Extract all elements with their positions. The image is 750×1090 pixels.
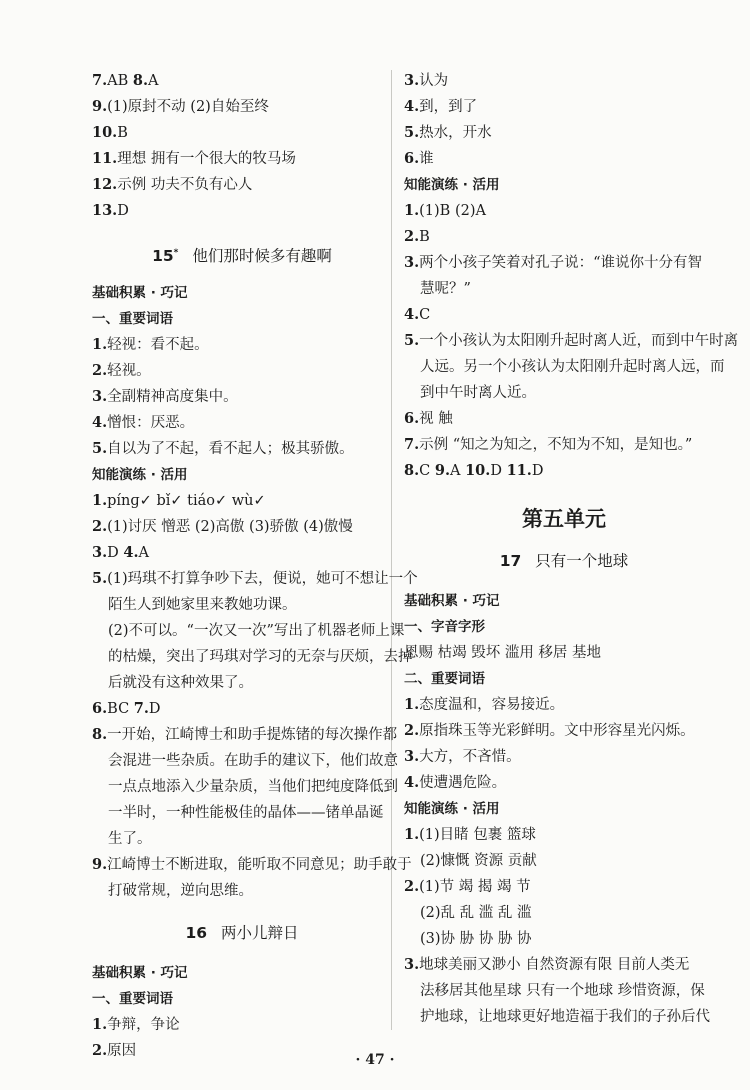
answer-line: 1.争辩，争论	[92, 1016, 180, 1033]
answer-line: 一半时，一种性能极佳的晶体——锗单晶诞	[108, 805, 384, 821]
lesson-17-title: 17 只有一个地球	[499, 552, 629, 570]
answer-line: 一点点地添入少量杂质，当他们把纯度降低到	[108, 779, 398, 795]
answer-line: 2.B	[404, 228, 430, 245]
answer-line: 3.全副精神高度集中。	[92, 388, 238, 405]
answer-line: 10.B	[92, 124, 128, 141]
answer-line: 5.自以为了不起，看不起人；极其骄傲。	[92, 440, 354, 457]
answer-line: 恩赐 枯竭 毁坏 滥用 移居 基地	[404, 645, 602, 661]
answer-line: 1.态度温和，容易接近。	[404, 696, 565, 713]
answer-line: 2.原指珠玉等光彩鲜明。文中形容星光闪烁。	[404, 722, 695, 739]
answer-line: 1.pínɡ✓ bǐ✓ tiáo✓ wù✓	[92, 492, 266, 509]
answer-line: 6.视 触	[404, 410, 453, 427]
answer-line: 9.江崎博士不断进取，能听取不同意见；助手敢于	[92, 856, 412, 873]
section-heading: 基础积累 · 巧记	[92, 965, 188, 981]
subsection-heading: 一、字音字形	[404, 619, 485, 635]
subsection-heading: 一、重要词语	[92, 991, 173, 1007]
answer-line: 4.到，到了	[404, 98, 478, 115]
answer-line: 1.轻视：看不起。	[92, 336, 209, 353]
lesson-15-title: 15* 他们那时候多有趣啊	[152, 247, 332, 266]
section-heading: 知能演练 · 活用	[404, 177, 500, 193]
answer-line: (3)协 胁 协 胁 协	[420, 931, 532, 947]
answer-line: 3.地球美丽又渺小 自然资源有限 目前人类无	[404, 956, 690, 973]
answer-line: (2)乱 乱 滥 乱 滥	[420, 905, 532, 921]
answer-line: 5.热水，开水	[404, 124, 492, 141]
section-heading: 知能演练 · 活用	[92, 467, 188, 483]
answer-line: 12.示例 功夫不负有心人	[92, 176, 253, 193]
answer-line: 1.(1)B (2)A	[404, 202, 486, 219]
page-number: · 47 ·	[355, 1052, 395, 1068]
answer-line: 6.谁	[404, 150, 434, 167]
answer-line: 后就没有这种效果了。	[108, 675, 253, 691]
answer-line: 3.D 4.A	[92, 544, 150, 561]
unit-title: 第五单元	[522, 507, 606, 531]
answer-line: 6.BC 7.D	[92, 700, 161, 717]
answer-line: 2.(1)节 竭 揭 竭 节	[404, 878, 531, 895]
answer-line: 9.(1)原封不动 (2)自始至终	[92, 98, 269, 115]
answer-line: 3.两个小孩子笑着对孔子说：“谁说你十分有智	[404, 254, 703, 271]
section-heading: 知能演练 · 活用	[404, 801, 500, 817]
answer-line: 2.轻视。	[92, 362, 151, 379]
answer-line: 3.大方，不吝惜。	[404, 748, 521, 765]
subsection-heading: 二、重要词语	[404, 671, 485, 687]
answer-line: 陌生人到她家里来教她功课。	[108, 597, 297, 613]
answer-line: 会混进一些杂质。在助手的建议下，他们故意	[108, 753, 398, 769]
answer-line: 慧呢？”	[420, 281, 471, 297]
answer-line: 8.一开始，江崎博士和助手提炼锗的每次操作都	[92, 726, 398, 743]
answer-line: 打破常规，逆向思维。	[108, 883, 253, 899]
answer-line: 5.一个小孩认为太阳刚升起时离人近，而到中午时离	[404, 332, 739, 349]
answer-line: 5.(1)玛琪不打算争吵下去，便说，她可不想让一个	[92, 570, 418, 587]
section-heading: 基础积累 · 巧记	[92, 285, 188, 301]
answer-line: 13.D	[92, 202, 129, 219]
answer-line: (2)不可以。“一次又一次”写出了机器老师上课	[108, 623, 405, 639]
answer-line: 到中午时离人近。	[420, 385, 536, 401]
answer-line: 3.认为	[404, 72, 449, 89]
answer-line: 7.AB 8.A	[92, 72, 159, 89]
answer-line: 法移居其他星球 只有一个地球 珍惜资源，保	[420, 983, 705, 999]
answer-line: 4.憎恨：厌恶。	[92, 414, 195, 431]
answer-line: 的枯燥，突出了玛琪对学习的无奈与厌烦，去掉	[108, 649, 413, 665]
section-heading: 基础积累 · 巧记	[404, 593, 500, 609]
answer-line: 生了。	[108, 831, 152, 847]
answer-line: (2)慷慨 资源 贡献	[420, 853, 537, 869]
answer-line: 护地球，让地球更好地造福于我们的子孙后代	[420, 1009, 710, 1025]
answer-line: 7.示例 “知之为知之，不知为不知，是知也。”	[404, 436, 693, 453]
answer-line: 2.(1)讨厌 憎恶 (2)高傲 (3)骄傲 (4)傲慢	[92, 518, 353, 535]
answer-line: 2.原因	[92, 1042, 137, 1059]
answer-line: 11.理想 拥有一个很大的牧马场	[92, 150, 296, 167]
lesson-16-title: 16 两小儿辩日	[185, 924, 299, 942]
subsection-heading: 一、重要词语	[92, 311, 173, 327]
answer-line: 8.C 9.A 10.D 11.D	[404, 462, 544, 479]
answer-line: 1.(1)目睹 包裹 篮球	[404, 826, 536, 843]
answer-line: 人远。另一个小孩认为太阳刚升起时离人远，而	[420, 359, 725, 375]
answer-line: 4.C	[404, 306, 431, 323]
right-column	[404, 68, 739, 1030]
answer-line: 4.使遭遇危险。	[404, 774, 507, 791]
